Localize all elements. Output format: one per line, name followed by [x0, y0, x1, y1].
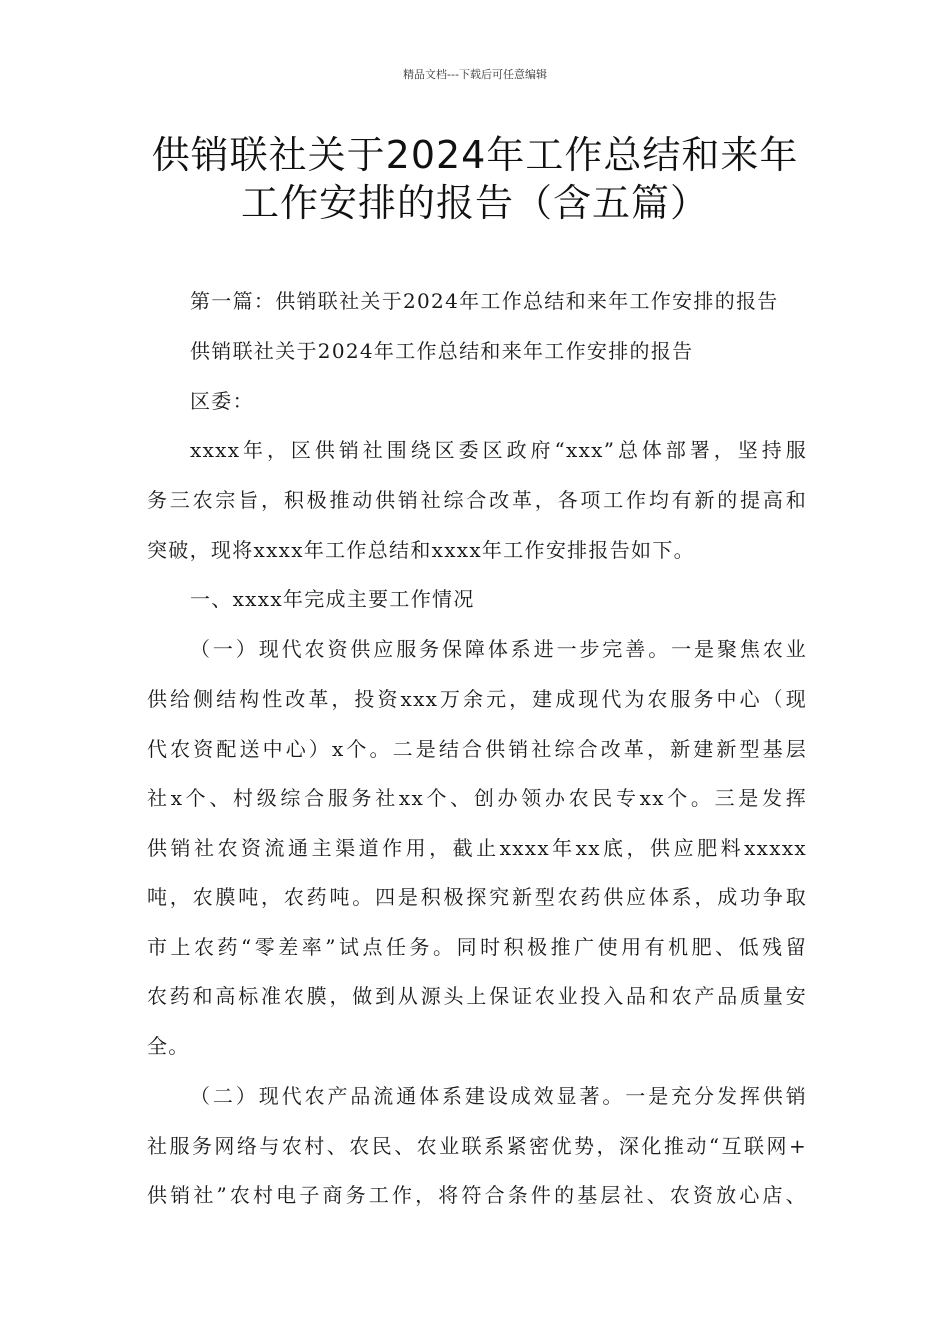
body-line: 吨，农膜吨，农药吨。四是积极探究新型农药供应体系，成功争取	[147, 885, 807, 909]
body-line: 社服务网络与农村、农民、农业联系紧密优势，深化推动“互联网+	[147, 1134, 807, 1158]
body-line: xxxx年，区供销社围绕区委区政府“xxx”总体部署，坚持服	[190, 438, 807, 462]
body-line: 代农资配送中心）x个。二是结合供销社综合改革，新建新型基层	[147, 737, 807, 761]
body-line: 市上农药“零差率”试点任务。同时积极推广使用有机肥、低残留	[147, 935, 807, 959]
body-line: 供销社”农村电子商务工作，将符合条件的基层社、农资放心店、	[147, 1183, 807, 1207]
body-line: （一）现代农资供应服务保障体系进一步完善。一是聚焦农业	[190, 637, 807, 661]
body-line: 社x个、村级综合服务社xx个、创办领办农民专xx个。三是发挥	[147, 786, 807, 810]
body-line: 供销社农资流通主渠道作用，截止xxxx年xx底，供应肥料xxxxx	[147, 836, 807, 860]
body-line: （二）现代农产品流通体系建设成效显著。一是充分发挥供销	[190, 1084, 807, 1108]
body-line: 务三农宗旨，积极推动供销社综合改革，各项工作均有新的提高和	[147, 488, 807, 512]
body-line: 全。	[147, 1034, 190, 1058]
title-line-1: 供销联社关于2024年工作总结和来年	[151, 133, 799, 177]
body-line: 农药和高标准农膜，做到从源头上保证农业投入品和农产品质量安	[147, 984, 807, 1008]
body-line: 供给侧结构性改革，投资xxx万余元，建成现代为农服务中心（现	[147, 687, 807, 711]
report-title: 供销联社关于2024年工作总结和来年工作安排的报告	[190, 339, 694, 363]
title-line-2: 工作安排的报告（含五篇）	[240, 181, 709, 225]
body-line: 突破，现将xxxx年工作总结和xxxx年工作安排报告如下。	[147, 538, 695, 562]
salutation: 区委：	[190, 389, 254, 413]
page-header: 精品文档---下载后可任意编辑	[403, 68, 547, 81]
subsection-heading: 一、xxxx年完成主要工作情况	[190, 587, 475, 611]
section-heading: 第一篇：供销联社关于2024年工作总结和来年工作安排的报告	[190, 289, 779, 313]
